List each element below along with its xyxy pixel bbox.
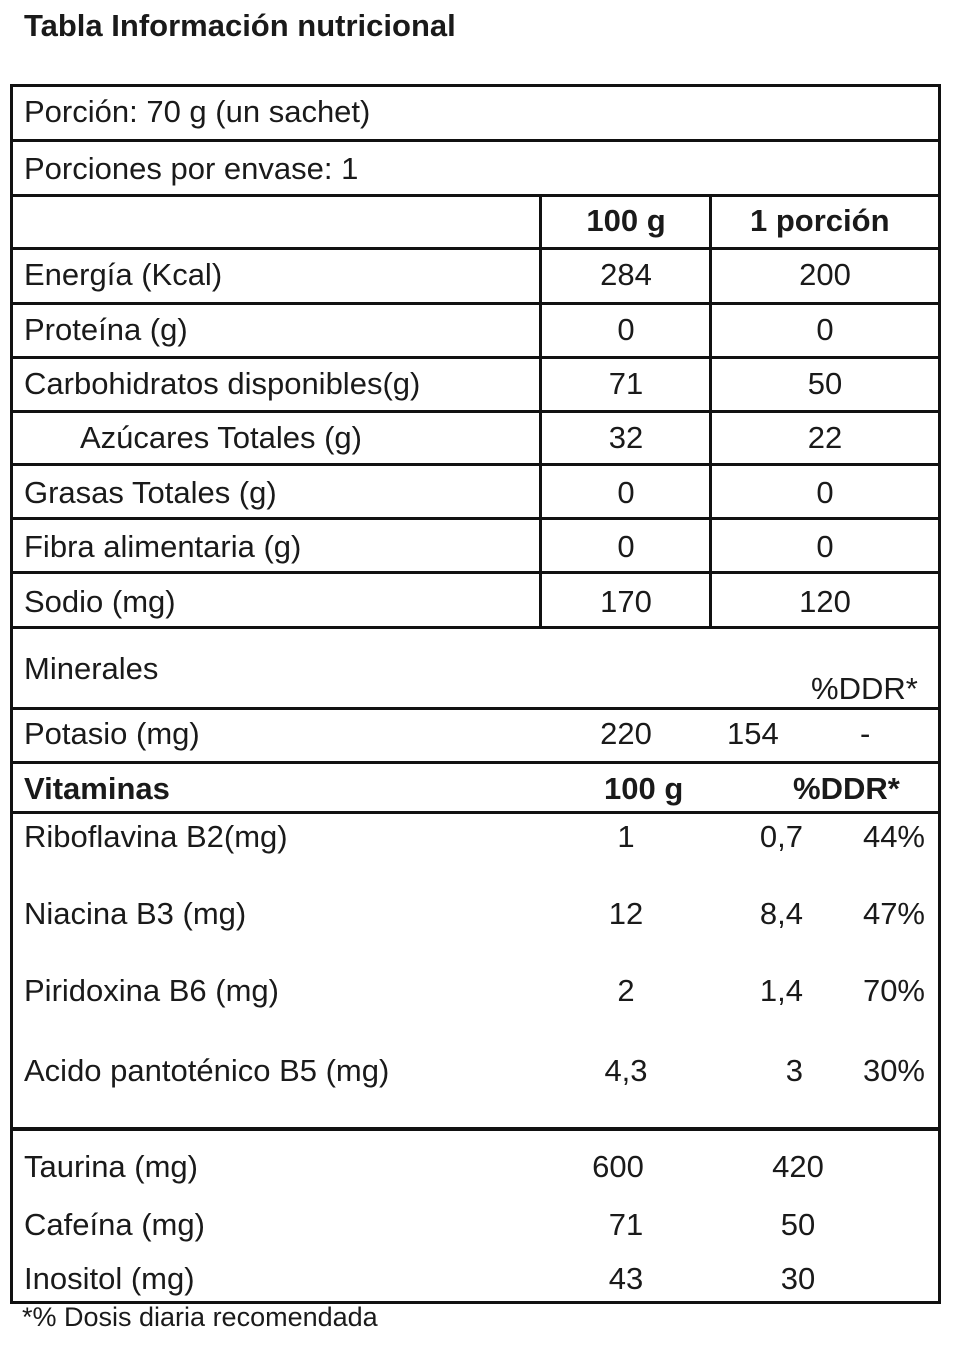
row-value-100g: 220 <box>600 716 652 751</box>
row-value-100g: 0 <box>617 475 635 510</box>
vitamin-value-portion: 3 <box>785 1053 803 1088</box>
row-label: Carbohidratos disponibles(g) <box>24 366 421 401</box>
divider <box>10 463 941 466</box>
row-value-portion: 0 <box>816 529 834 564</box>
other-value-portion: 420 <box>772 1149 824 1184</box>
row-label: Grasas Totales (g) <box>24 475 277 510</box>
column-divider <box>539 194 542 629</box>
vitamin-value-100g: 4,3 <box>604 1053 648 1088</box>
other-value-portion: 30 <box>780 1261 816 1296</box>
divider <box>10 356 941 359</box>
vitamin-value-ddr: 70% <box>862 973 925 1008</box>
vitamin-value-portion: 0,7 <box>759 819 803 854</box>
vitamin-label: Acido pantoténico B5 (mg) <box>24 1053 390 1088</box>
section-minerals: Minerales <box>24 651 159 686</box>
vitamin-label: Piridoxina B6 (mg) <box>24 973 279 1008</box>
row-value-portion: 22 <box>807 420 843 455</box>
row-value-portion: 200 <box>799 257 851 292</box>
vitamins-header-100g: 100 g <box>604 771 684 806</box>
divider <box>10 761 941 764</box>
row-value-100g: 0 <box>617 312 635 347</box>
row-value-100g: 0 <box>617 529 635 564</box>
divider <box>10 1127 941 1131</box>
column-header-portion: 1 porción <box>750 203 890 238</box>
vitamin-label: Riboflavina B2(mg) <box>24 819 288 854</box>
section-vitamins: Vitaminas <box>24 771 170 806</box>
vitamin-value-100g: 1 <box>617 819 635 854</box>
row-value-ddr: - <box>860 716 871 751</box>
row-label: Energía (Kcal) <box>24 257 223 292</box>
column-divider <box>709 194 712 629</box>
vitamin-label: Niacina B3 (mg) <box>24 896 247 931</box>
row-label: Azúcares Totales (g) <box>80 420 362 455</box>
vitamin-value-100g: 2 <box>617 973 635 1008</box>
other-value-portion: 50 <box>780 1207 816 1242</box>
divider <box>10 517 941 520</box>
row-label: Sodio (mg) <box>24 584 176 619</box>
divider <box>10 302 941 305</box>
row-value-portion: 0 <box>816 475 834 510</box>
vitamin-value-ddr: 30% <box>862 1053 925 1088</box>
vitamin-value-portion: 8,4 <box>759 896 803 931</box>
servings-per-pack: Porciones por envase: 1 <box>24 151 359 186</box>
other-value-100g: 71 <box>608 1207 644 1242</box>
row-label: Potasio (mg) <box>24 716 200 751</box>
page-title: Tabla Información nutricional <box>24 8 456 43</box>
vitamin-value-100g: 12 <box>608 896 644 931</box>
row-value-100g: 71 <box>608 366 644 401</box>
other-label: Cafeína (mg) <box>24 1207 205 1242</box>
other-label: Inositol (mg) <box>24 1261 195 1296</box>
ddr-header: %DDR* <box>811 671 918 706</box>
divider <box>10 811 941 814</box>
row-value-portion: 0 <box>816 312 834 347</box>
row-value-portion: 154 <box>727 716 779 751</box>
vitamin-value-portion: 1,4 <box>759 973 803 1008</box>
row-value-100g: 284 <box>600 257 652 292</box>
other-value-100g: 600 <box>592 1149 644 1184</box>
other-label: Taurina (mg) <box>24 1149 198 1184</box>
divider <box>10 194 941 197</box>
divider <box>10 139 941 142</box>
row-value-100g: 32 <box>608 420 644 455</box>
row-value-100g: 170 <box>600 584 652 619</box>
row-label: Fibra alimentaria (g) <box>24 529 302 564</box>
other-value-100g: 43 <box>608 1261 644 1296</box>
row-label: Proteína (g) <box>24 312 188 347</box>
vitamin-value-ddr: 44% <box>862 819 925 854</box>
row-value-portion: 50 <box>807 366 843 401</box>
divider <box>10 410 941 413</box>
vitamins-header-ddr: %DDR* <box>793 771 900 806</box>
serving-size: Porción: 70 g (un sachet) <box>24 94 371 129</box>
divider <box>10 247 941 250</box>
footnote: *% Dosis diaria recomendada <box>22 1302 378 1332</box>
vitamin-value-ddr: 47% <box>862 896 925 931</box>
column-header-100g: 100 g <box>586 203 666 238</box>
divider <box>10 707 941 710</box>
divider <box>10 626 941 629</box>
divider <box>10 571 941 574</box>
row-value-portion: 120 <box>799 584 851 619</box>
